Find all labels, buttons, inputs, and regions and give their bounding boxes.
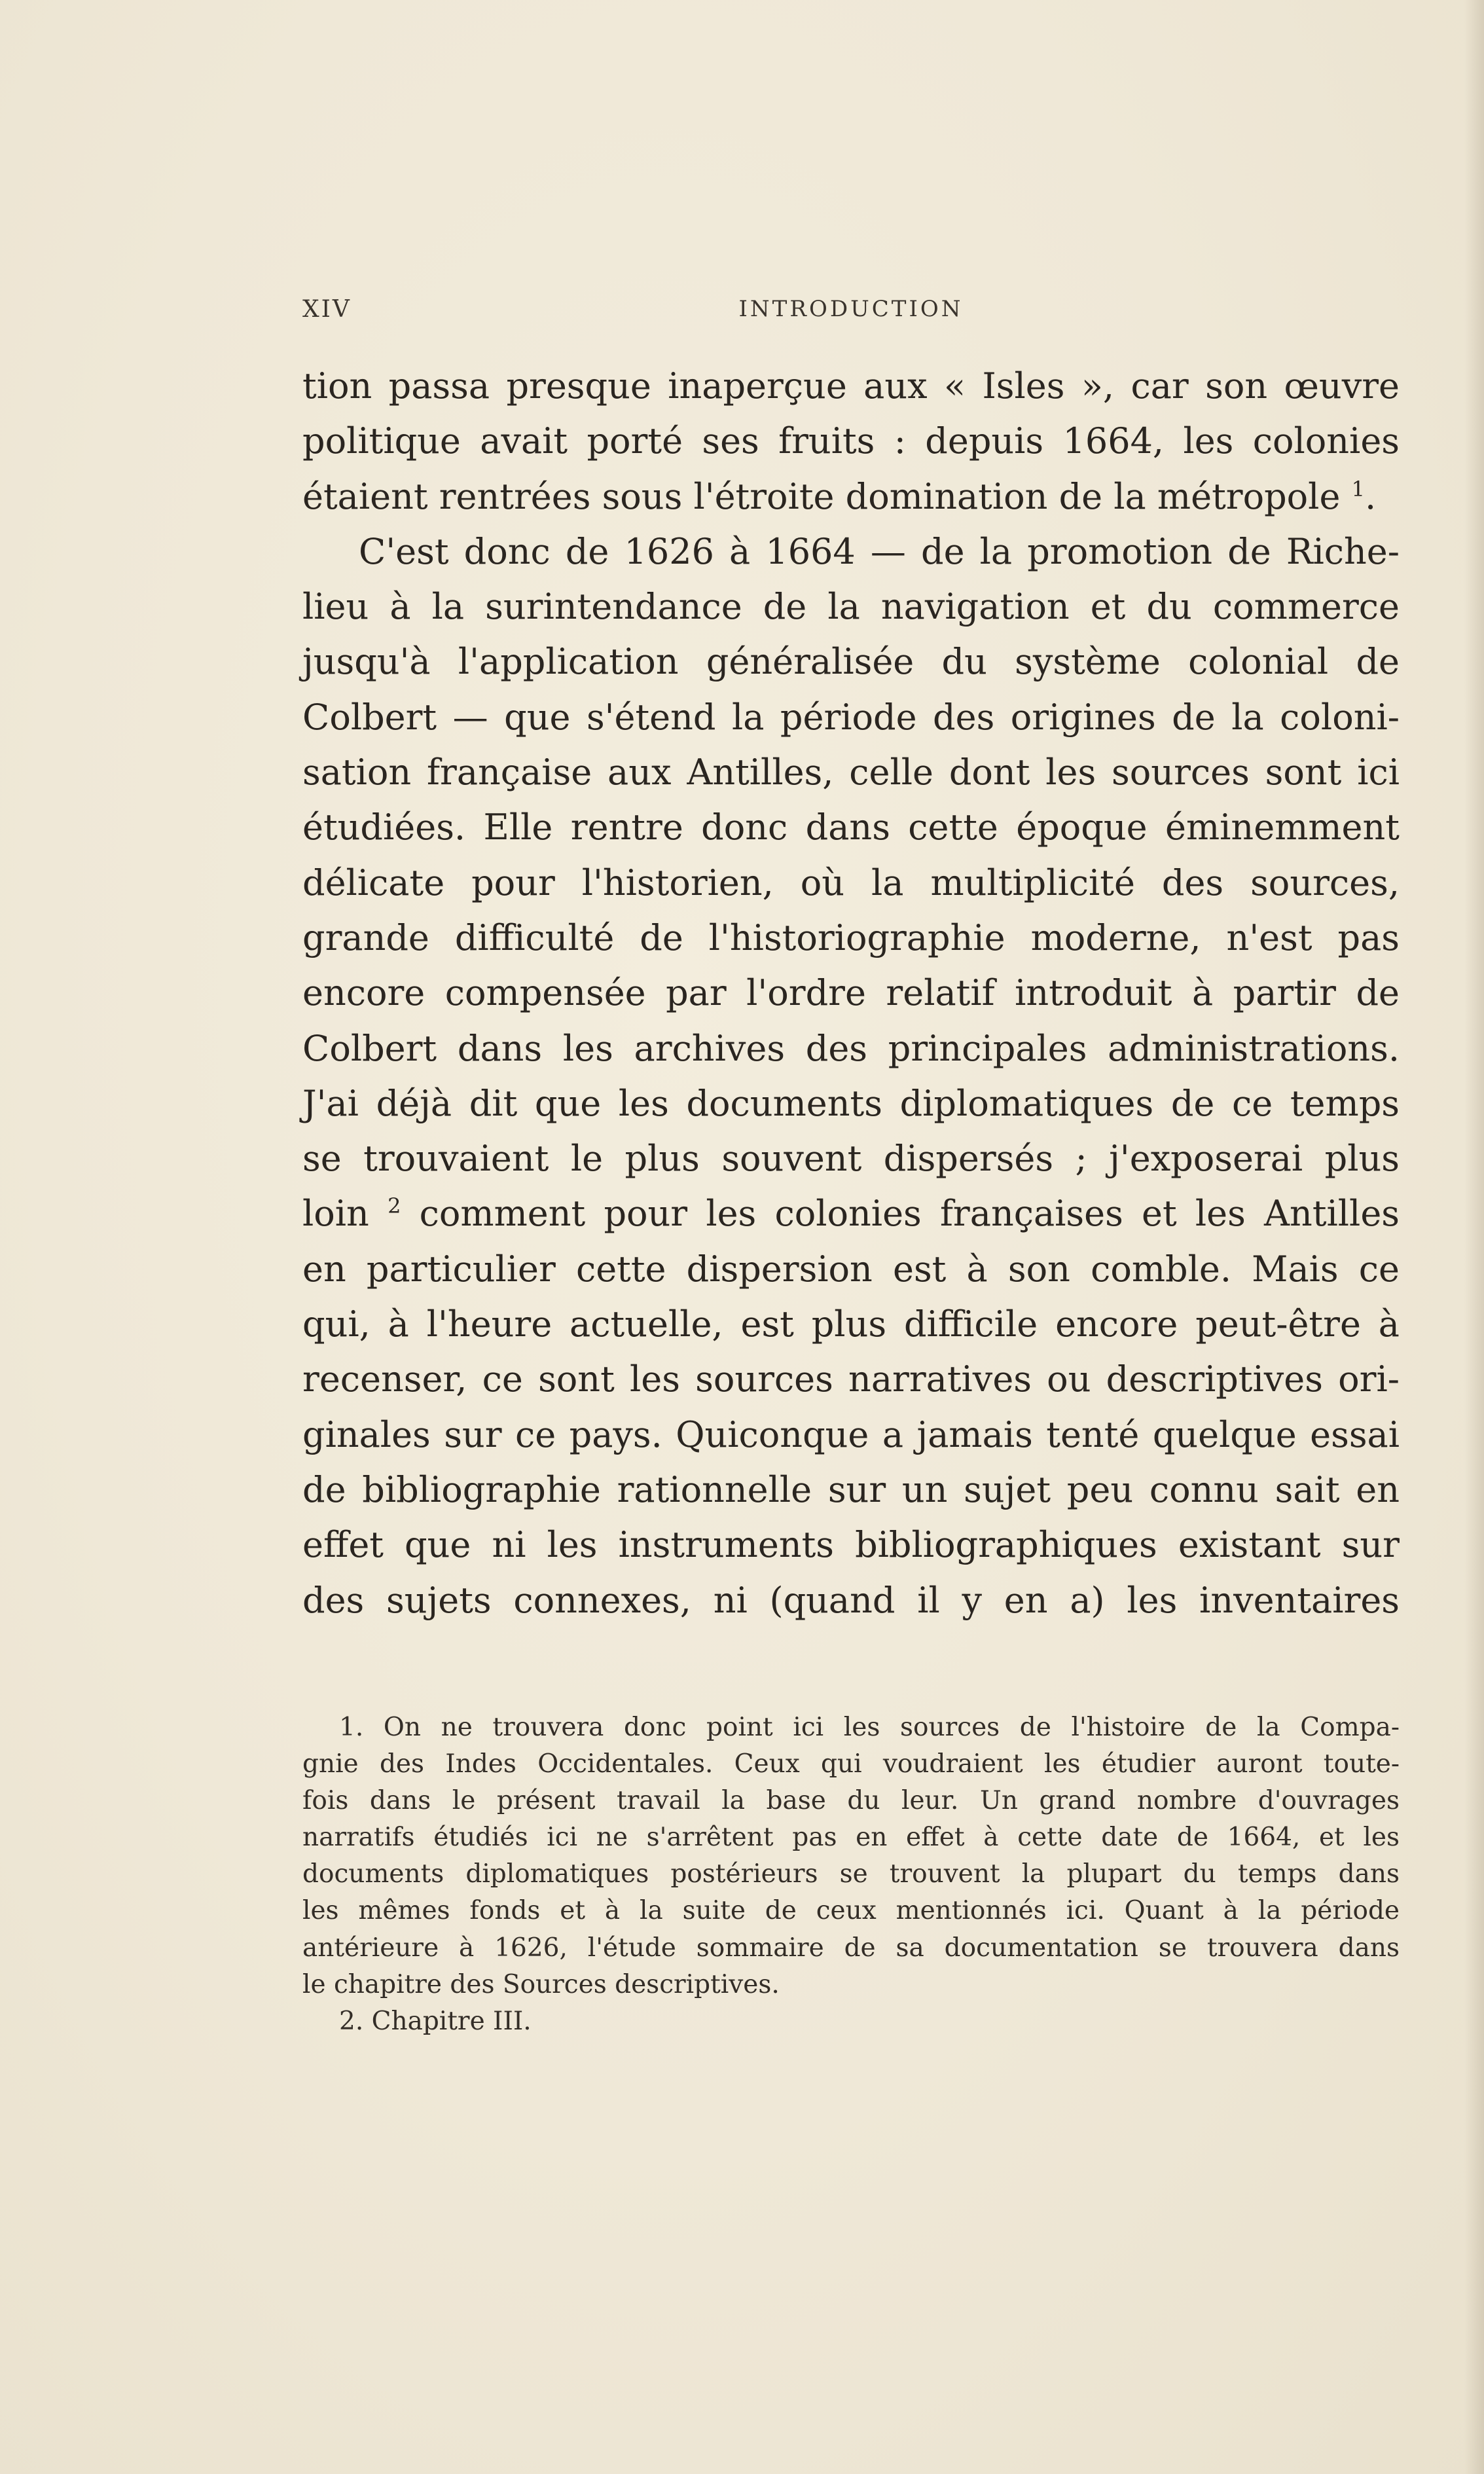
text-line-text: étudiées. Elle rentre donc dans cette époque éminemment bbox=[302, 807, 1400, 848]
footnote-line-text: le chapitre des Sources descriptives. bbox=[302, 1969, 780, 1999]
page-number: XIV bbox=[302, 296, 352, 323]
footnotes bbox=[302, 1709, 1400, 2040]
text-line-text: étaient rentrées sous l'étroite domination de la métropole bbox=[302, 475, 1341, 517]
text-line bbox=[302, 690, 1400, 745]
text-line bbox=[302, 414, 1400, 469]
text-line-text: J'ai déjà dit que les documents diplomatiques de ce temps bbox=[302, 1082, 1400, 1124]
text-line bbox=[302, 1352, 1400, 1407]
footnote-line bbox=[302, 1893, 1400, 1929]
footnote-reference: 1 bbox=[1351, 476, 1365, 501]
text-line-text: effet que ni les instruments bibliographiques existant sur bbox=[302, 1524, 1400, 1566]
text-line bbox=[302, 1297, 1400, 1352]
footnote-line-text: gnie des Indes Occidentales. Ceux qui voudraient les étudier auront toute- bbox=[302, 1749, 1400, 1779]
text-line bbox=[302, 634, 1400, 689]
running-title: INTRODUCTION bbox=[738, 296, 964, 322]
footnote-line bbox=[302, 1783, 1400, 1819]
text-line bbox=[302, 1131, 1400, 1186]
footnote-line-text: 1. On ne trouvera donc point ici les sources de l'histoire de la Compa- bbox=[339, 1713, 1400, 1742]
text-line bbox=[302, 1518, 1400, 1573]
page-edge-shadow bbox=[1464, 0, 1484, 2474]
footnote-line bbox=[302, 1930, 1400, 1967]
text-line-text: de bibliographie rationnelle sur un sujet peu connu sait en bbox=[302, 1468, 1400, 1510]
footnote-line-text: antérieure à 1626, l'étude sommaire de sa documentation se trouvera dans bbox=[302, 1933, 1400, 1963]
text-line-text: Colbert dans les archives des principales administrations. bbox=[302, 1027, 1400, 1069]
text-line bbox=[302, 359, 1400, 414]
text-line-text: sation française aux Antilles, celle dont les sources sont ici bbox=[302, 752, 1400, 793]
text-line-text: se trouvaient le plus souvent dispersés ; j'exposerai plus bbox=[302, 1138, 1400, 1180]
text-line-text: délicate pour l'historien, où la multiplicité des sources, bbox=[302, 862, 1400, 903]
footnote-line bbox=[302, 1819, 1400, 1856]
footnote-line-text: les mêmes fonds et à la suite de ceux mentionnés ici. Quant à la période bbox=[302, 1896, 1400, 1926]
text-line bbox=[302, 800, 1400, 855]
text-line bbox=[302, 1021, 1400, 1076]
text-line bbox=[302, 911, 1400, 966]
text-line bbox=[302, 1463, 1400, 1518]
text-line bbox=[302, 469, 1400, 524]
text-line bbox=[302, 524, 1400, 579]
text-line-text: lieu à la surintendance de la navigation et du commerce bbox=[302, 586, 1400, 628]
text-line-text: loin bbox=[302, 1193, 369, 1235]
text-line bbox=[302, 856, 1400, 911]
text-line-text: recenser, ce sont les sources narratives ou descriptives ori- bbox=[302, 1358, 1400, 1400]
footnote-line-text: fois dans le présent travail la base du leur. Un grand nombre d'ouvrages bbox=[302, 1786, 1400, 1816]
text-line-text: Colbert — que s'étend la période des origines de la coloni- bbox=[302, 696, 1400, 738]
footnote-line-text: narratifs étudiés ici ne s'arrêtent pas en effet à cette date de 1664, et les bbox=[302, 1823, 1400, 1853]
footnote-line-text: documents diplomatiques postérieurs se trouvent la plupart du temps dans bbox=[302, 1859, 1400, 1889]
text-line bbox=[302, 1076, 1400, 1131]
text-line-text: grande difficulté de l'historiographie moderne, n'est pas bbox=[302, 917, 1400, 958]
text-line-text: encore compensée par l'ordre relatif introduit à partir de bbox=[302, 972, 1400, 1014]
text-line bbox=[302, 1186, 1400, 1241]
text-line-continuation: . bbox=[1364, 475, 1377, 517]
text-line-text: jusqu'à l'application généralisée du système colonial de bbox=[302, 641, 1400, 683]
text-line-text: C'est donc de 1626 à 1664 — de la promotion de Riche- bbox=[359, 530, 1400, 572]
text-line bbox=[302, 1408, 1400, 1463]
text-line-text: des sujets connexes, ni (quand il y en a) les inventaires bbox=[302, 1579, 1400, 1621]
footnote-line-text: 2. Chapitre III. bbox=[339, 2006, 532, 2036]
footnote-reference: 2 bbox=[388, 1193, 401, 1219]
footnote-line bbox=[302, 1856, 1400, 1893]
text-line-text: ginales sur ce pays. Quiconque a jamais tenté quelque essai bbox=[302, 1413, 1400, 1455]
text-line bbox=[302, 745, 1400, 800]
text-line-continuation: comment pour les colonies françaises et les Antilles bbox=[401, 1193, 1400, 1235]
footnote-line bbox=[302, 2003, 1400, 2040]
footnote-line bbox=[302, 1709, 1400, 1746]
text-line-text: politique avait porté ses fruits : depuis 1664, les colonies bbox=[302, 420, 1400, 462]
body-text bbox=[302, 359, 1400, 1628]
text-line-text: en particulier cette dispersion est à son comble. Mais ce bbox=[302, 1248, 1400, 1290]
page-header bbox=[302, 296, 1400, 329]
text-line bbox=[302, 1242, 1400, 1297]
text-line-text: qui, à l'heure actuelle, est plus difficile encore peut-être à bbox=[302, 1303, 1400, 1345]
text-line bbox=[302, 579, 1400, 634]
text-line-text: tion passa presque inaperçue aux « Isles », car son œuvre bbox=[302, 365, 1400, 407]
footnote-line bbox=[302, 1967, 1400, 2003]
text-line bbox=[302, 1573, 1400, 1628]
text-line bbox=[302, 966, 1400, 1021]
footnote-line bbox=[302, 1746, 1400, 1783]
